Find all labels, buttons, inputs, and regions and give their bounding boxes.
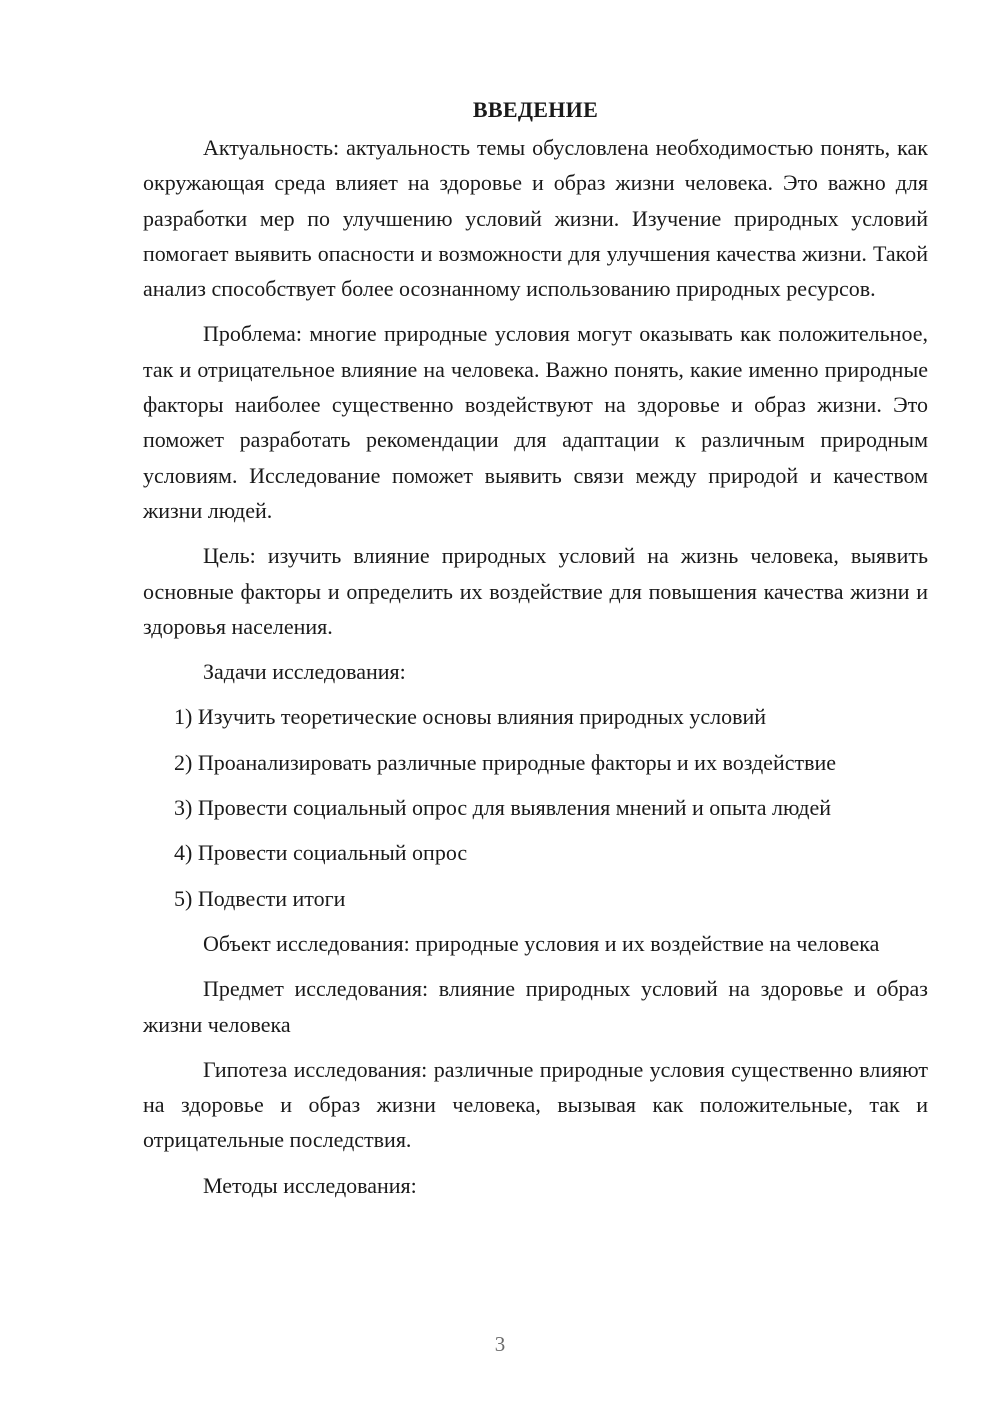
- page-number: 3: [494, 1332, 506, 1356]
- list-item: 2) Проанализировать различные природные факторы и их воздействие: [174, 749, 837, 775]
- paragraph-methods: Методы исследования:: [203, 1172, 417, 1198]
- paragraph-problem: Проблема: многие природные условия могут оказывать как положительное, так и отрицательное влияние на человека. Важно понять, какие именно природные факторы наиболее существенно воздействуют на здоровье и образ жизни. Это поможет разработать рекомендации для адаптации к различным природным условиям. Исследование поможет выявить связи между природой и качеством жизни людей.: [143, 321, 928, 523]
- paragraph-goal: Цель: изучить влияние природных условий на жизнь человека, выявить основные факторы и определить их воздействие для повышения качества жизни и здоровья населения.: [143, 543, 928, 639]
- paragraph-hypothesis: Гипотеза исследования: различные природные условия существенно влияют на здоровье и образ жизни человека, вызывая как положительные, так и отрицательные последствия.: [143, 1056, 928, 1153]
- paragraph-tasks-heading: Задачи исследования:: [203, 659, 406, 685]
- list-item: 1) Изучить теоретические основы влияния природных условий: [174, 704, 767, 730]
- document-page: [143, 92, 928, 1213]
- paragraph-relevance: Актуальность: актуальность темы обусловлена необходимостью понять, как окружающая среда влияет на здоровье и образ жизни человека. Это важно для разработки мер по улучшению условий жизни. Изучение природных условий помогает выявить опасности и возможности для улучшения качества жизни. Такой анализ способствует более осознанному использованию природных ресурсов.: [143, 135, 928, 302]
- list-item: 4) Провести социальный опрос: [174, 840, 468, 866]
- page-title: ВВЕДЕНИЕ: [472, 97, 599, 122]
- list-item: 3) Провести социальный опрос для выявления мнений и опыта людей: [174, 795, 832, 821]
- list-item: 5) Подвести итоги: [174, 885, 346, 911]
- paragraph-subject: Предмет исследования: влияние природных условий на здоровье и образ жизни человека: [143, 976, 928, 1037]
- paragraph-object: Объект исследования: природные условия и их воздействие на человека: [203, 930, 880, 956]
- tasks-list: [143, 699, 928, 915]
